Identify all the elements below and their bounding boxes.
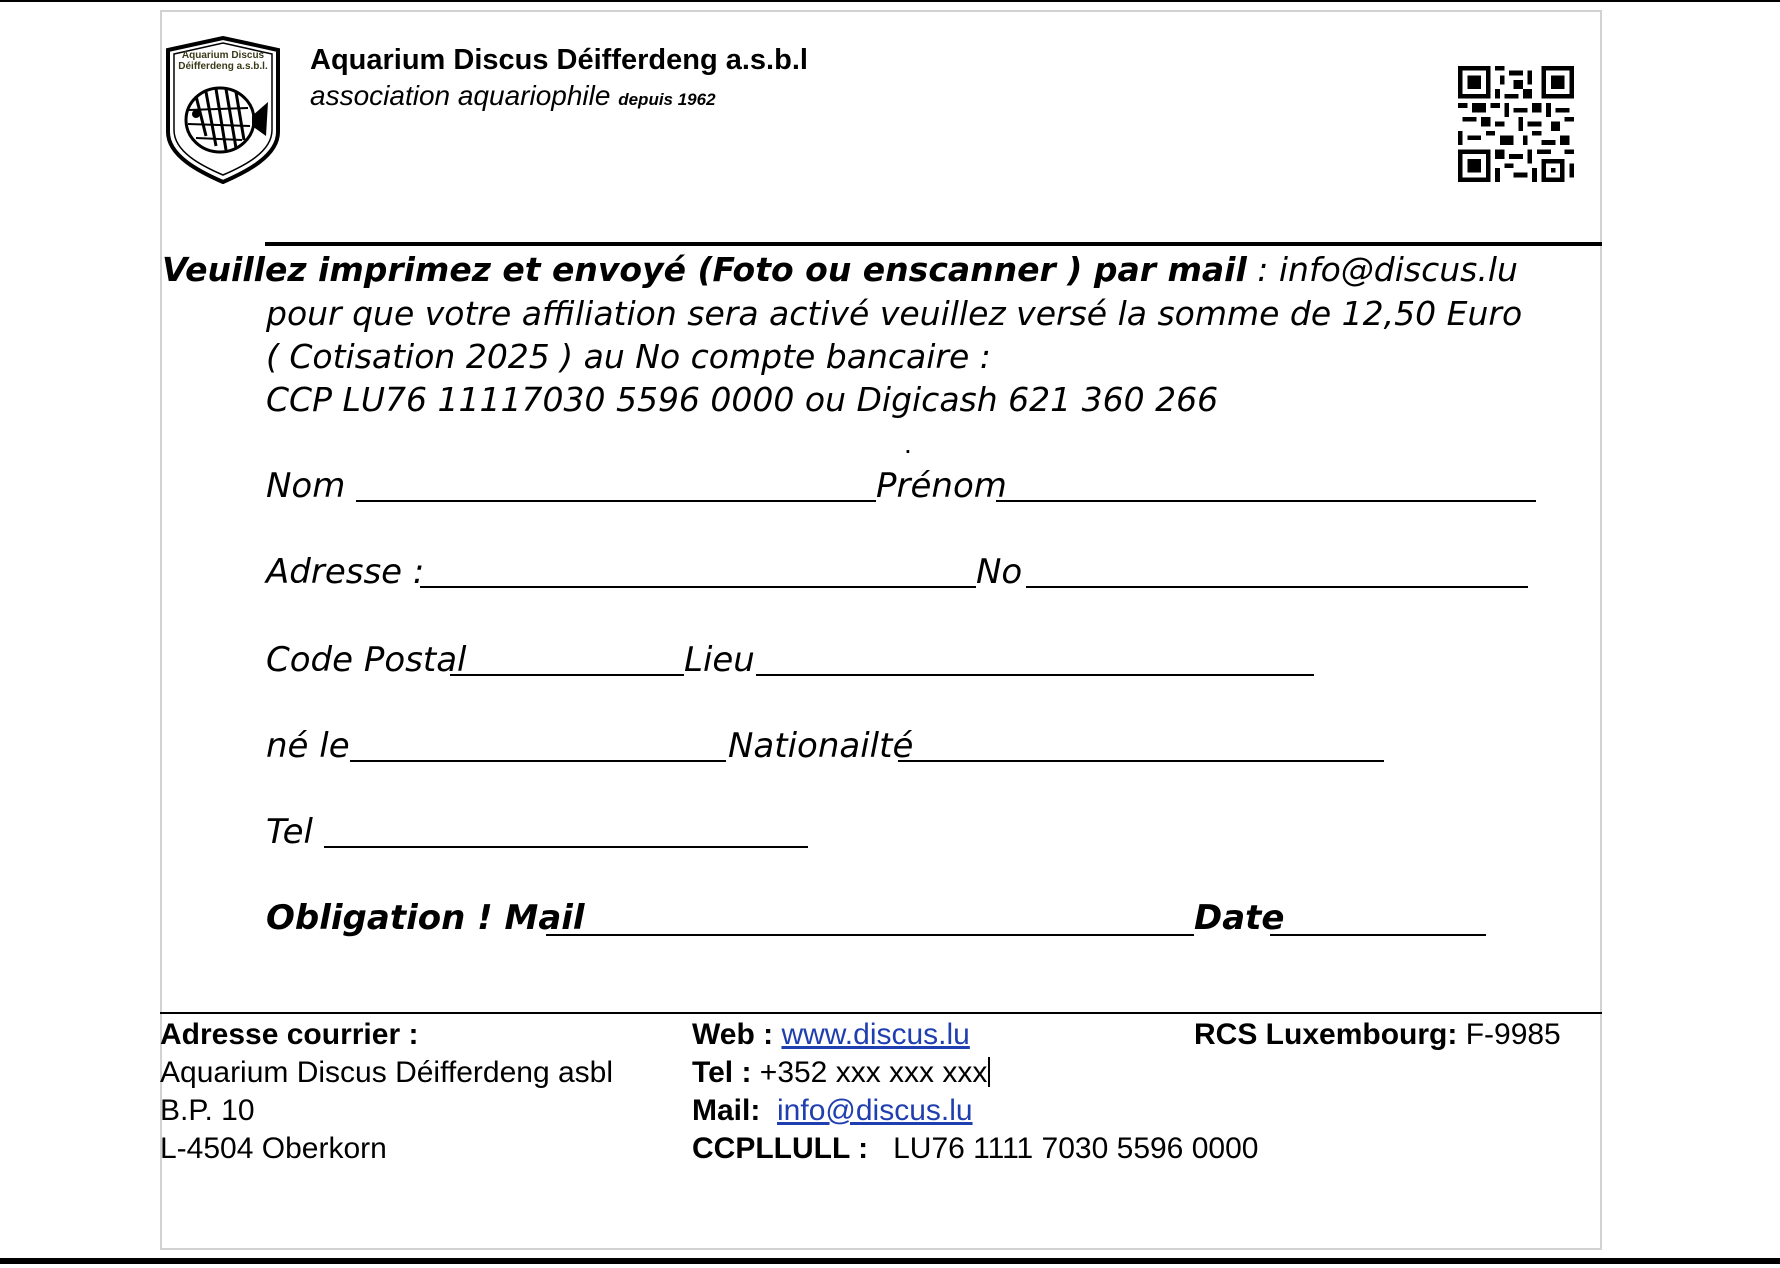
instruction-bold-text: Veuillez imprimez et envoyé (Foto ou enscanner ) par mail (162, 250, 1247, 289)
tel-row (692, 1056, 990, 1090)
org-tagline (310, 80, 716, 112)
nom-field[interactable] (356, 500, 876, 502)
lieu-label: Lieu (684, 640, 755, 680)
adresse-courrier-label (160, 1018, 418, 1052)
tel-footer-value[interactable]: +352 xxx xxx xxx (759, 1056, 988, 1089)
code-postal-label: Code Postal (266, 640, 467, 680)
lieu-field[interactable] (756, 674, 1314, 676)
header-divider (265, 242, 1602, 246)
tel-label: Tel (266, 812, 313, 852)
nationalite-field[interactable] (898, 760, 1384, 762)
mail-row (692, 1094, 973, 1128)
adresse-label: Adresse : (266, 552, 425, 592)
adresse-line-1: Aquarium Discus Déifferdeng asbl (160, 1056, 614, 1089)
tel-field[interactable] (324, 846, 808, 848)
rcs-label: RCS Luxembourg: (1194, 1018, 1458, 1051)
adresse-courrier-label-text: Adresse courrier : (160, 1018, 419, 1051)
tagline-text: association aquariophile (310, 80, 611, 111)
org-name: Aquarium Discus Déifferdeng a.s.b.l (310, 44, 808, 76)
web-row (692, 1018, 970, 1052)
mail-field[interactable] (546, 934, 1194, 936)
logo-text-line2: Déifferdeng a.s.b.l. (178, 61, 268, 72)
web-link[interactable]: www.discus.lu (781, 1018, 970, 1051)
instruction-line-4: CCP LU76 11117030 5596 0000 ou Digicash 621 360 266 (266, 380, 1219, 419)
obligation-mail-label: Obligation ! Mail (266, 898, 585, 938)
footer-divider (160, 1012, 1602, 1014)
separator-dot: . (904, 428, 912, 459)
rcs-value: F-9985 (1465, 1018, 1561, 1051)
rcs-row (1194, 1018, 1561, 1052)
ne-le-label: né le (266, 726, 350, 766)
date-field[interactable] (1270, 934, 1486, 936)
date-label: Date (1194, 898, 1285, 938)
tel-footer-label: Tel : (692, 1056, 752, 1089)
bottom-border-line (0, 1258, 1780, 1264)
web-label: Web : (692, 1018, 774, 1051)
instruction-mail-text: : info@discus.lu (1246, 250, 1518, 289)
logo-text-line1: Aquarium Discus (181, 50, 265, 61)
adresse-line-2: B.P. 10 (160, 1094, 255, 1127)
adresse-line-3: L-4504 Oberkorn (160, 1132, 387, 1165)
prenom-label: Prénom (876, 466, 1007, 506)
instruction-line-1 (162, 250, 1518, 289)
nationalite-label: Nationailté (728, 726, 914, 766)
nom-label: Nom (266, 466, 346, 506)
text-cursor (988, 1057, 990, 1087)
ccp-label: CCPLLULL : (692, 1132, 869, 1165)
since-text: depuis 1962 (618, 90, 716, 109)
club-logo (162, 36, 284, 184)
no-field[interactable] (1026, 586, 1528, 588)
instruction-line-2: pour que votre affiliation sera activé veuillez versé la somme de 12,50 Euro (266, 294, 1523, 333)
qr-code-icon (1458, 66, 1574, 182)
ne-le-field[interactable] (350, 760, 726, 762)
no-label: No (976, 552, 1023, 592)
ccp-value: LU76 1111 7030 5596 0000 (893, 1132, 1259, 1165)
instruction-line-3: ( Cotisation 2025 ) au No compte bancaire : (266, 337, 991, 376)
code-postal-field[interactable] (450, 674, 684, 676)
ccp-row (692, 1132, 1258, 1166)
prenom-field[interactable] (996, 500, 1536, 502)
adresse-field[interactable] (420, 586, 976, 588)
mail-footer-label: Mail: (692, 1094, 761, 1127)
mail-link[interactable]: info@discus.lu (777, 1094, 973, 1127)
top-border-line (0, 0, 1780, 2)
